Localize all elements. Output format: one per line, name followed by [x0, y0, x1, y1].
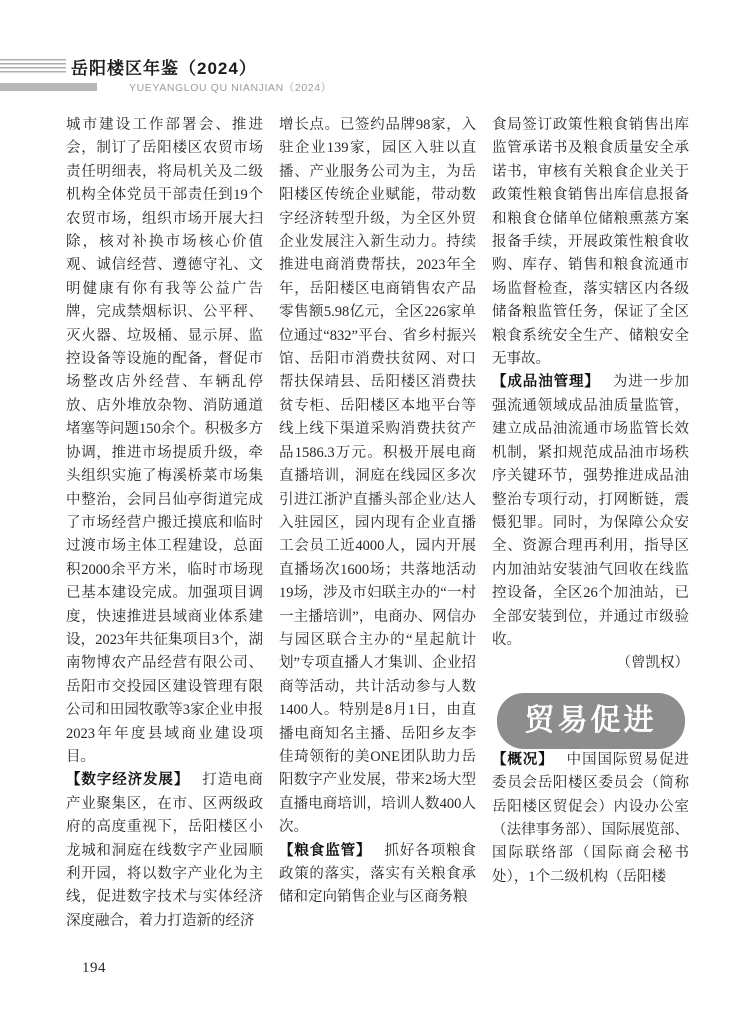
entry-text: 打造电商产业聚集区，在市、区两级政府的高度重视下，岳阳楼区小龙城和洞庭在线数字产业园顺利开园，将以数字产业化为主线，促进数字技术与实体经济深度融合，着力打造新的经济 [66, 772, 264, 929]
entry-digital-economy [66, 769, 263, 933]
paragraph-continuation: 食局签订政策性粮食销售出库监管承诺书及粮食质量安全承诺书，审核有关粮食企业关于政策性粮食销售出库信息报备和粮食仓储单位储粮熏蒸方案报备手续，开展政策性粮食收购、库存、销售和粮食流通市场监督检查，落实辖区内各级储备粮监管任务，保证了全区粮食系统安全生产、储粮安全无事故。 [492, 117, 689, 368]
author-signature: （曾凯权） [616, 655, 689, 672]
section-title-box [497, 693, 685, 749]
header-stripes-decoration [0, 59, 66, 74]
page-title: 岳阳楼区年鉴（2024） [71, 58, 257, 78]
section-title: 贸易促进 [524, 704, 657, 738]
entry-text: 中国国际贸易促进委员会岳阳楼区委员会（简称岳阳楼区贸促会）内设办公室（法律事务部）、国际展览部、国际联络部（国际商会秘书处），1个二级机构（岳阳楼 [492, 751, 690, 885]
page-header [0, 54, 750, 94]
column-2 [279, 114, 476, 933]
column-3 [492, 114, 689, 933]
entry-overview [492, 749, 689, 889]
entry-grain-supervision [279, 840, 476, 910]
content-columns [66, 114, 689, 933]
page-subtitle: YUEYANGLOU QU NIANJIAN（2024） [129, 81, 332, 94]
entry-text: 为进一步加强流通领域成品油质量监管，建立成品油流通市场监管长效机制，紧扣规范成品油市场秩序关键环节，强势推进成品油整治专项行动，打网断链，震慑犯罪。同时，为保障公众安全、资源合理再利用，指导区内加油站安装油气回收在线监控设备，全区26个加油站，已全部安装到位，并通过市级验收。 [492, 374, 690, 648]
page-number: 194 [82, 960, 106, 976]
column-1 [66, 114, 263, 933]
paragraph-continuation: 城市建设工作部署会、推进会，制订了岳阳楼区农贸市场责任明细表，将局机关及二级机构全体党员干部责任到19个农贸市场，组织市场开展大扫除，核对补换市场核心价值观、诚信经营、遵德守礼、文明健康有你有我等公益广告牌，完成禁烟标识、公平秤、灭火器、垃圾桶、显示屏、监控设备等设施的配备，督促市场整改店外经营、车辆乱停放、店外堆放杂物、消防通道堵塞等问题150余个。积极多方协调，推进市场提质升级，牵头组织实施了梅溪桥菜市场集中整治，会同吕仙亭街道完成了市场经营户搬迁摸底和临时过渡市场主体工程建设，总面积2000余平方米，临时市场现已基本建设完成。加强项目调度，快速推进县域商业体系建设，2023年共征集项目3个，湖南物博农产品经营有限公司、岳阳市交投园区建设管理有限公司和田园牧歌等3家企业申报2023年年度县域商业建设项目。 [66, 117, 263, 765]
paragraph-continuation: 增长点。已签约品牌98家，入驻企业139家，园区入驻以直播、产业服务公司为主，为岳阳楼区传统企业赋能，带动数字经济转型升级，为全区外贸企业发展注入新生动力。持续推进电商消费帮扶，2023年全年，岳阳楼区电商销售农产品零售额5.98亿元，全区226家单位通过“832”平台、省乡村振兴馆、岳阳市消费扶贫网、对口帮扶保靖县、岳阳楼区消费扶贫专柜、岳阳楼区本地平台等线上线下渠道采购消费扶贫产品1586.3万元。积极开展电商直播培训，洞庭在线园区多次引进江浙沪直播头部企业/达人入驻园区，园内现有企业直播工会员工近4000人，园内开展直播场次1600场；共落地活动19场，涉及市妇联主办的“一村一主播培训”，电商办、网信办与园区联合主办的“星起航计划”专项直播人才集训、企业招商等活动，共计活动参与人数1400人。特别是8月1日，由直播电商知名主播、岳阳乡友李佳琦领衔的美ONE团队助力岳阳数字产业发展，带来2场大型直播电商培训，培训人数400人次。 [279, 117, 476, 836]
entry-refined-oil [492, 371, 689, 652]
entry-text: 抓好各项粮食政策的落实，落实有关粮食承储和定向销售企业与区商务粮 [279, 842, 477, 906]
entry-head: 【粮食监管】 [279, 842, 372, 859]
entry-head: 【数字经济发展】 [66, 772, 190, 789]
header-bar-decoration [0, 83, 97, 91]
entry-head: 【概况】 [492, 751, 554, 768]
entry-head: 【成品油管理】 [492, 374, 600, 391]
